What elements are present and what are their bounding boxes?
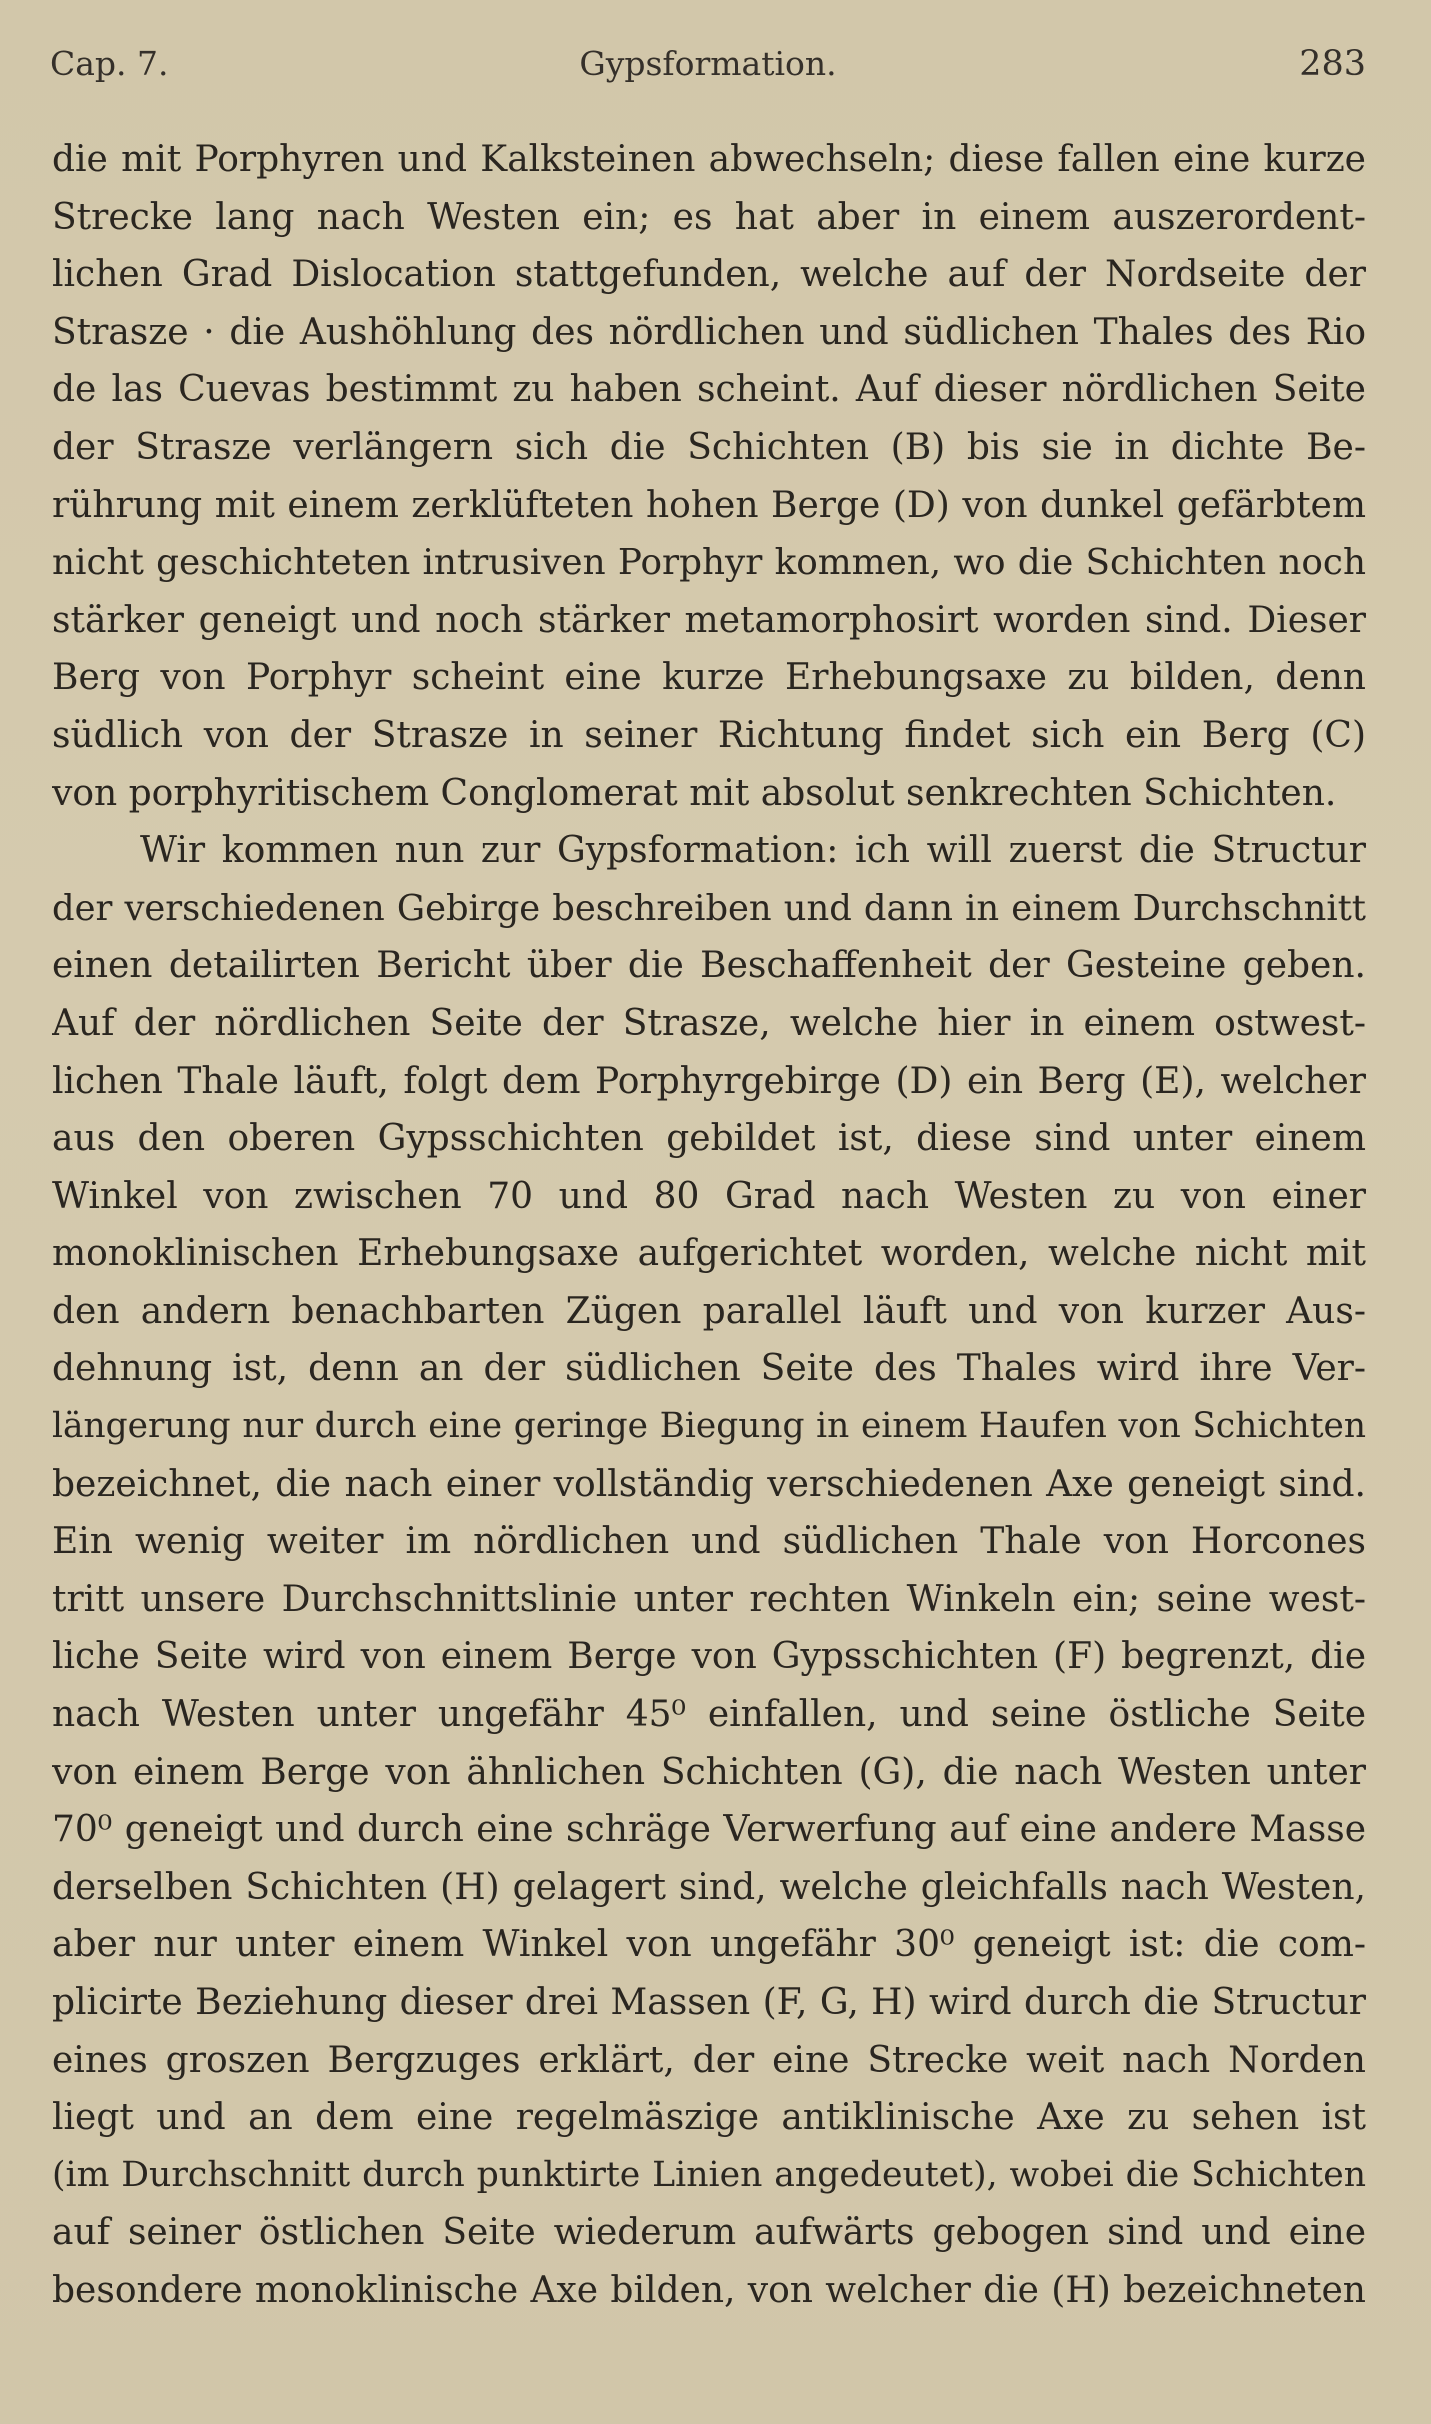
text-line: auf seiner östlichen Seite wiederum aufwärts gebogen sind und eine <box>52 2212 1366 2254</box>
text-line: Strasze · die Aushöhlung des nördlichen und südlichen Thales des Rio <box>52 311 1366 353</box>
text-line: rührung mit einem zerklüfteten hohen Berge (D) von dunkel gefärbtem <box>52 484 1366 526</box>
paragraph-start-line: Wir kommen nun zur Gypsformation: ich will zuerst die Structur <box>140 830 1366 872</box>
running-title: Gypsformation. <box>579 44 837 83</box>
text-line: monoklinischen Erhebungsaxe aufgerichtet worden, welche nicht mit <box>52 1233 1366 1275</box>
text-line: der verschiedenen Gebirge beschreiben und dann in einem Durchschnitt <box>52 887 1366 929</box>
text-line: aber nur unter einem Winkel von ungefähr 30⁰ geneigt ist: die com- <box>52 1924 1366 1966</box>
paragraph-end-line: von porphyritischem Conglomerat mit absolut senkrechten Schichten. <box>52 772 1337 814</box>
text-line: eines groszen Bergzuges erklärt, der eine Strecke weit nach Norden <box>52 2039 1366 2081</box>
text-line: aus den oberen Gypsschichten gebildet ist, diese sind unter einem <box>52 1118 1366 1160</box>
text-line: Ein wenig weiter im nördlichen und südlichen Thale von Horcones <box>52 1521 1366 1563</box>
text-line: längerung nur durch eine geringe Biegung in einem Haufen von Schichten <box>52 1406 1366 1447</box>
text-line: stärker geneigt und noch stärker metamorphosirt worden sind. Dieser <box>52 599 1366 641</box>
text-line: der Strasze verlängern sich die Schichten (B) bis sie in dichte Be- <box>52 426 1366 468</box>
text-line: plicirte Beziehung dieser drei Massen (F, G, H) wird durch die Structur <box>52 1982 1366 2023</box>
text-line: (im Durchschnitt durch punktirte Linien angedeutet), wobei die Schichten <box>52 2154 1366 2195</box>
text-line: besondere monoklinische Axe bilden, von welcher die (H) bezeichneten <box>52 2269 1366 2311</box>
text-line: nach Westen unter ungefähr 45⁰ einfallen, und seine östliche Seite <box>52 1694 1366 1736</box>
text-line: 70⁰ geneigt und durch eine schräge Verwerfung auf eine andere Masse <box>52 1809 1366 1851</box>
text-line: südlich von der Strasze in seiner Richtung findet sich ein Berg (C) <box>52 714 1366 756</box>
text-line: liegt und an dem eine regelmäszige antiklinische Axe zu sehen ist <box>52 2097 1366 2139</box>
chapter-label: Cap. 7. <box>50 44 169 83</box>
text-line: einen detailirten Bericht über die Beschaffenheit der Gesteine geben. <box>52 945 1366 987</box>
text-line: lichen Grad Dislocation stattgefunden, welche auf der Nordseite der <box>52 254 1366 296</box>
text-line: liche Seite wird von einem Berge von Gypsschichten (F) begrenzt, die <box>52 1636 1366 1678</box>
text-line: Auf der nördlichen Seite der Strasze, welche hier in einem ostwest- <box>52 1002 1366 1044</box>
text-line: dehnung ist, denn an der südlichen Seite des Thales wird ihre Ver- <box>52 1348 1366 1390</box>
text-line: die mit Porphyren und Kalksteinen abwechseln; diese fallen eine kurze <box>52 139 1366 180</box>
text-line: de las Cuevas bestimmt zu haben scheint. Auf dieser nördlichen Seite <box>52 369 1366 411</box>
page-number: 283 <box>1299 44 1366 84</box>
text-line: tritt unsere Durchschnittslinie unter rechten Winkeln ein; seine west- <box>52 1578 1366 1620</box>
text-line: Berg von Porphyr scheint eine kurze Erhebungsaxe zu bilden, denn <box>52 657 1366 699</box>
text-line: den andern benachbarten Zügen parallel läuft und von kurzer Aus- <box>52 1290 1366 1332</box>
text-line: lichen Thale läuft, folgt dem Porphyrgebirge (D) ein Berg (E), welcher <box>52 1060 1366 1102</box>
text-line: Strecke lang nach Westen ein; es hat aber in einem auszerordent- <box>52 196 1366 238</box>
text-line: derselben Schichten (H) gelagert sind, welche gleichfalls nach Westen, <box>52 1866 1366 1908</box>
body-text <box>52 131 1366 2320</box>
text-line: Winkel von zwischen 70 und 80 Grad nach Westen zu von einer <box>52 1175 1366 1217</box>
running-header <box>50 44 1366 94</box>
text-line: bezeichnet, die nach einer vollständig verschiedenen Axe geneigt sind. <box>52 1463 1366 1505</box>
text-line: von einem Berge von ähnlichen Schichten (G), die nach Westen unter <box>52 1751 1366 1793</box>
text-line: nicht geschichteten intrusiven Porphyr kommen, wo die Schichten noch <box>52 542 1366 584</box>
